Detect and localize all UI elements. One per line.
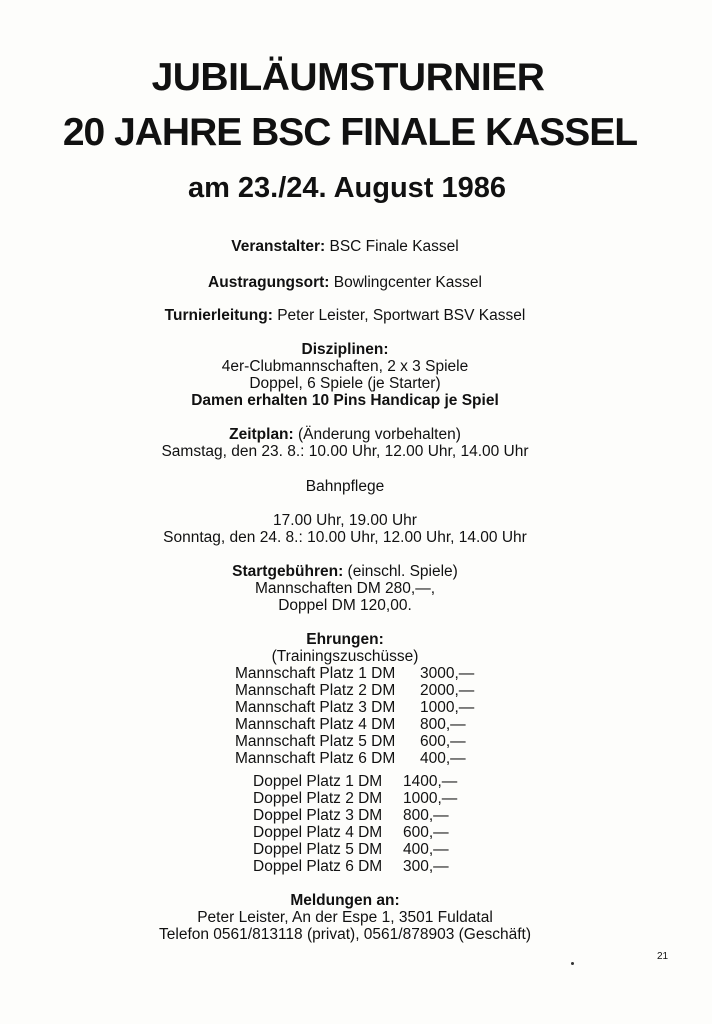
prize-row: [253, 858, 449, 875]
zeitplan-bahnpflege: Bahnpflege: [305, 478, 385, 495]
prize-label: Mannschaft Platz 4 DM: [235, 716, 396, 733]
veranstalter-value: BSC Finale Kassel: [325, 238, 459, 255]
prize-amount: 600,—: [420, 733, 466, 750]
ehrungen-sub: (Trainingszuschüsse): [271, 648, 419, 665]
disziplinen-heading: [0, 341, 690, 358]
prize-label: Doppel Platz 1 DM: [253, 773, 383, 790]
turnierleitung-label: Turnierleitung:: [164, 307, 273, 324]
prize-row: [235, 716, 466, 733]
prize-row: [235, 699, 475, 716]
zeitplan-samstag: Samstag, den 23. 8.: 10.00 Uhr, 12.00 Uhr, 14.00 Uhr: [161, 443, 529, 460]
veranstalter-label: Veranstalter:: [231, 238, 326, 255]
prize-amount: 400,—: [420, 750, 466, 767]
prize-label: Doppel Platz 3 DM: [253, 807, 383, 824]
prize-label: Mannschaft Platz 6 DM: [235, 750, 396, 767]
prize-label: Mannschaft Platz 5 DM: [235, 733, 396, 750]
prize-label: Mannschaft Platz 3 DM: [235, 699, 396, 716]
page-number: 21: [657, 951, 669, 962]
ehrungen-label: Ehrungen:: [306, 631, 384, 648]
meldungen-address: Peter Leister, An der Espe 1, 3501 Fuldatal: [197, 909, 493, 926]
prize-amount: 800,—: [420, 716, 466, 733]
prize-amount: 600,—: [403, 824, 449, 841]
meldungen-phone: Telefon 0561/813118 (privat), 0561/878903 (Geschäft): [159, 926, 531, 943]
title-line-2: 20 JAHRE BSC FINALE KASSEL: [62, 111, 638, 154]
prize-amount: 1400,—: [403, 773, 458, 790]
austragungsort-label: Austragungsort:: [208, 274, 330, 291]
prize-row: [235, 750, 466, 767]
prize-amount: 400,—: [403, 841, 449, 858]
prize-row: [253, 790, 458, 807]
disziplinen-label: Disziplinen:: [301, 341, 389, 358]
turnierleitung: [0, 307, 690, 324]
startgebuehren: [0, 563, 690, 580]
prize-row: [253, 773, 458, 790]
doppel-prize-list: [253, 773, 458, 875]
veranstalter: [0, 238, 690, 255]
prize-amount: 2000,—: [420, 682, 475, 699]
disziplinen-line: Doppel, 6 Spiele (je Starter): [249, 375, 441, 392]
zeitplan-abend: 17.00 Uhr, 19.00 Uhr: [273, 512, 417, 529]
turnierleitung-value: Peter Leister, Sportwart BSV Kassel: [272, 307, 526, 324]
prize-amount: 3000,—: [420, 665, 475, 682]
prize-amount: 800,—: [403, 807, 449, 824]
startgebuehren-label: Startgebühren:: [232, 563, 344, 580]
prize-amount: 1000,—: [420, 699, 475, 716]
prize-label: Doppel Platz 2 DM: [253, 790, 383, 807]
startgebuehren-value: (einschl. Spiele): [343, 563, 458, 580]
prize-row: [253, 841, 449, 858]
startgebuehren-line: Mannschaften DM 280,—,: [254, 580, 436, 597]
meldungen-label: Meldungen an:: [290, 892, 400, 909]
zeitplan-sonntag: Sonntag, den 24. 8.: 10.00 Uhr, 12.00 Uhr, 14.00 Uhr: [163, 529, 527, 546]
ehrungen-heading: [0, 631, 690, 648]
date-line: am 23./24. August 1986: [187, 172, 507, 204]
startgebuehren-line: Doppel DM 120,00.: [278, 597, 412, 614]
prize-label: Doppel Platz 4 DM: [253, 824, 383, 841]
scan-speck: [571, 962, 574, 965]
disziplinen-line: 4er-Clubmannschaften, 2 x 3 Spiele: [221, 358, 469, 375]
prize-row: [253, 807, 449, 824]
prize-row: [235, 682, 475, 699]
zeitplan: [0, 426, 690, 443]
zeitplan-label: Zeitplan:: [229, 426, 294, 443]
prize-label: Doppel Platz 6 DM: [253, 858, 383, 875]
title-line-1: JUBILÄUMSTURNIER: [151, 56, 545, 99]
meldungen-heading: [0, 892, 690, 909]
mannschaft-prize-list: [235, 665, 475, 767]
prize-label: Mannschaft Platz 1 DM: [235, 665, 396, 682]
austragungsort: [0, 274, 690, 291]
austragungsort-value: Bowlingcenter Kassel: [329, 274, 482, 291]
disziplinen-note: Damen erhalten 10 Pins Handicap je Spiel: [191, 392, 499, 409]
prize-label: Mannschaft Platz 2 DM: [235, 682, 396, 699]
zeitplan-value: (Änderung vorbehalten): [293, 426, 461, 443]
prize-row: [235, 733, 466, 750]
prize-amount: 300,—: [403, 858, 449, 875]
prize-row: [235, 665, 475, 682]
prize-row: [253, 824, 449, 841]
prize-label: Doppel Platz 5 DM: [253, 841, 383, 858]
prize-amount: 1000,—: [403, 790, 458, 807]
